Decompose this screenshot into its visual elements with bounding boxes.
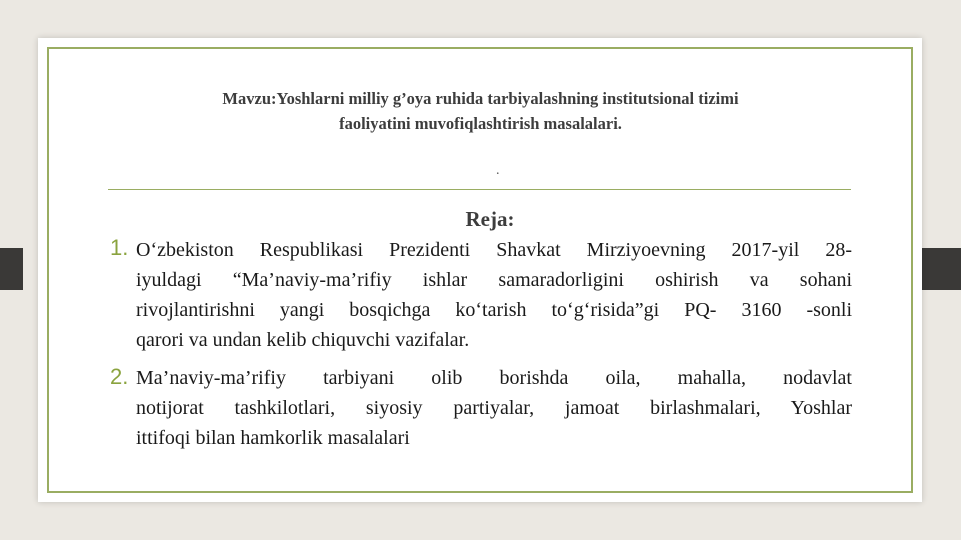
plan-item-1-line-2: iyuldagi “Ma’naviy-ma’rifiy ishlar samaradorligini oshirish va sohani [136, 269, 852, 291]
plan-item-2-number: 2. [110, 364, 129, 389]
plan-item-1-line-4: qarori va undan kelib chiquvchi vazifalar. [136, 329, 470, 351]
plan-item-1-line-1: O‘zbekiston Respublikasi Prezidenti Shavkat Mirziyoevning 2017-yil 28- [136, 239, 852, 261]
plan-heading: Reja: [465, 207, 515, 231]
plan-item-1-line-3: rivojlantirishni yangi bosqichga ko‘tarish to‘g‘risida”gi PQ- 3160 -sonli [136, 299, 852, 321]
horizontal-rule [108, 189, 851, 190]
topic-line-2: faoliyatini muvofiqlashtirish masalalari. [339, 114, 622, 133]
separator-dot: . [496, 163, 500, 178]
left-tab-decoration [0, 248, 23, 290]
topic-line-1: Mavzu:Yoshlarni milliy g’oya ruhida tarbiyalashning institutsional tizimi [222, 89, 739, 108]
topic-title [110, 86, 851, 136]
plan-item-2-line-3: ittifoqi bilan hamkorlik masalalari [136, 427, 410, 449]
plan-item-2-line-2: notijorat tashkilotlari, siyosiy partiyalar, jamoat birlashmalari, Yoshlar [136, 397, 852, 419]
plan-item-1-number: 1. [110, 235, 129, 260]
plan-item-2-line-1: Ma’naviy-ma’rifiy tarbiyani olib borishda oila, mahalla, nodavlat [136, 367, 852, 389]
